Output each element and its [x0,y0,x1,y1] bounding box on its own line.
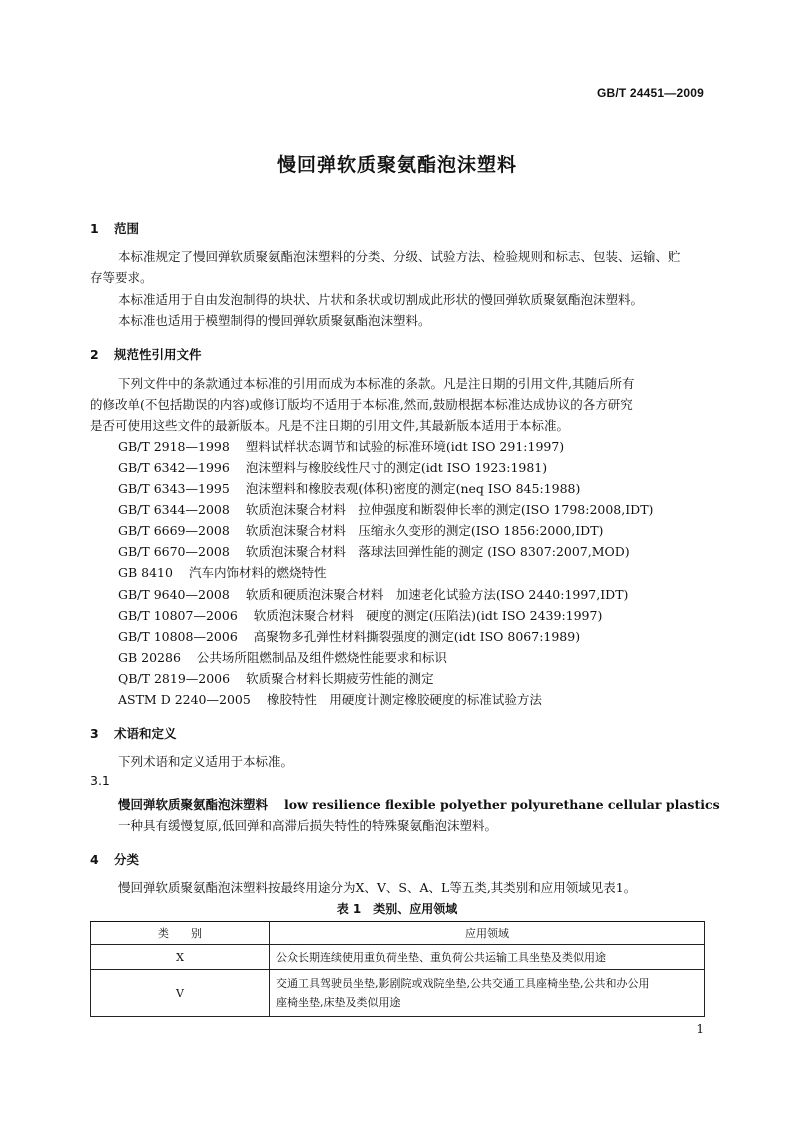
reference-code: ASTM D 2240—2005 [118,692,251,707]
reference-title: 橡胶特性 用硬度计测定橡胶硬度的标准试验方法 [266,692,542,707]
paragraph: 的修改单(不包括勘误的内容)或修订版均不适用于本标准,然而,鼓励根据本标准达成协议的各方研究 [90,397,633,412]
reference-item [118,585,628,603]
reference-item [118,500,653,518]
reference-title: 软质聚合材料长期疲劳性能的测定 [246,671,434,686]
field-line: 座椅坐垫,床垫及类似用途 [276,996,401,1009]
reference-item [118,648,447,666]
reference-item [118,690,542,708]
table-caption: 表 1 类别、应用领域 [336,902,458,916]
reference-title: 高聚物多孔弹性材料撕裂强度的测定(idt ISO 8067:1989) [253,629,581,644]
paragraph: 本标准适用于自由发泡制得的块状、片状和条状或切割成此形状的慢回弹软质聚氨酯泡沫塑料。 [118,292,644,307]
paragraph: 存等要求。 [90,270,153,285]
section-title: 范围 [114,221,140,236]
section-4-heading [90,850,139,868]
reference-title: 汽车内饰材料的燃烧特性 [188,565,327,580]
section-number: 3 [90,726,99,741]
reference-item [118,606,602,624]
reference-code: GB/T 6342—1996 [118,460,230,475]
standard-number: GB/T 24451—2009 [596,86,704,100]
paragraph: 本标准也适用于模塑制得的慢回弹软质聚氨酯泡沫塑料。 [118,313,431,328]
section-title: 术语和定义 [114,726,177,741]
reference-code: GB/T 6669—2008 [118,523,230,538]
reference-code: GB/T 6670—2008 [118,544,230,559]
section-number: 2 [90,347,99,362]
paragraph: 慢回弹软质聚氨酯泡沫塑料按最终用途分为X、V、S、A、L等五类,其类别和应用领域见表1。 [118,880,637,895]
reference-item [118,458,547,476]
section-title: 分类 [114,852,140,867]
reference-code: GB/T 6344—2008 [118,502,230,517]
reference-title: 软质泡沫聚合材料 压缩永久变形的测定(ISO 1856:2000,IDT) [245,523,604,538]
reference-item [118,669,434,687]
reference-code: QB/T 2819—2006 [118,671,231,686]
table-row [91,945,705,970]
table-cell-field [270,970,705,1017]
reference-item [118,437,564,455]
term-entry [118,794,720,815]
reference-item [118,542,630,560]
reference-item [118,627,580,645]
field-line: 交通工具驾驶员坐垫,影剧院或戏院坐垫,公共交通工具座椅坐垫,公共和办公用 [276,977,650,990]
section-number: 1 [90,221,99,236]
paragraph: 是否可使用这些文件的最新版本。凡是不注日期的引用文件,其最新版本适用于本标准。 [90,418,569,433]
table-header-row [91,922,705,945]
reference-code: GB/T 2918—1998 [118,439,230,454]
section-number: 4 [90,852,99,867]
reference-item [118,563,326,581]
page-number: 1 [696,1022,704,1036]
table-header-cell: 类 别 [91,922,270,945]
reference-item [118,521,603,539]
field-line: 公众长期连续使用重负荷坐垫、重负荷公共运输工具坐垫及类似用途 [276,950,606,964]
paragraph: 下列术语和定义适用于本标准。 [118,754,294,769]
reference-item [118,479,580,497]
table-header-cell: 应用领域 [270,922,705,945]
reference-code: GB/T 6343—1995 [118,481,230,496]
reference-title: 软质泡沫聚合材料 落球法回弹性能的测定 (ISO 8307:2007,MOD) [245,544,630,559]
category-table [90,921,705,1017]
term-definition: 一种具有缓慢复原,低回弹和高滞后损失特性的特殊聚氨酯泡沫塑料。 [118,818,497,833]
reference-title: 塑料试样状态调节和试验的标准环境(idt ISO 291:1997) [245,439,565,454]
table-cell-category: V [91,970,270,1017]
reference-title: 软质和硬质泡沫聚合材料 加速老化试验方法(ISO 2440:1997,IDT) [245,587,629,602]
reference-code: GB 20286 [118,650,181,665]
term-chinese: 慢回弹软质聚氨酯泡沫塑料 [118,797,269,812]
reference-title: 泡沫塑料与橡胶线性尺寸的测定(idt ISO 1923:1981) [245,460,548,475]
reference-code: GB/T 10808—2006 [118,629,238,644]
section-title: 规范性引用文件 [114,347,202,362]
reference-title: 泡沫塑料和橡胶表观(体积)密度的测定(neq ISO 845:1988) [245,481,581,496]
reference-code: GB/T 9640—2008 [118,587,230,602]
table-row [91,970,705,1017]
paragraph: 下列文件中的条款通过本标准的引用而成为本标准的条款。凡是注日期的引用文件,其随后所有 [118,376,635,391]
reference-code: GB/T 10807—2006 [118,608,238,623]
table-cell-category: X [91,945,270,970]
reference-title: 软质泡沫聚合材料 硬度的测定(压陷法)(idt ISO 2439:1997) [253,608,603,623]
document-title: 慢回弹软质聚氨酯泡沫塑料 [276,154,517,176]
section-2-heading [90,345,202,363]
reference-code: GB 8410 [118,565,173,580]
paragraph: 本标准规定了慢回弹软质聚氨酯泡沫塑料的分类、分级、试验方法、检验规则和标志、包装、运输、贮 [118,249,681,264]
subsection-number: 3.1 [90,773,110,788]
reference-title: 软质泡沫聚合材料 拉伸强度和断裂伸长率的测定(ISO 1798:2008,IDT) [245,502,654,517]
reference-title: 公共场所阻燃制品及组件燃烧性能要求和标识 [196,650,447,665]
term-english: low resilience flexible polyether polyurethane cellular plastics [284,797,720,812]
section-1-heading [90,219,139,237]
section-3-heading [90,724,177,742]
table-cell-field [270,945,705,970]
